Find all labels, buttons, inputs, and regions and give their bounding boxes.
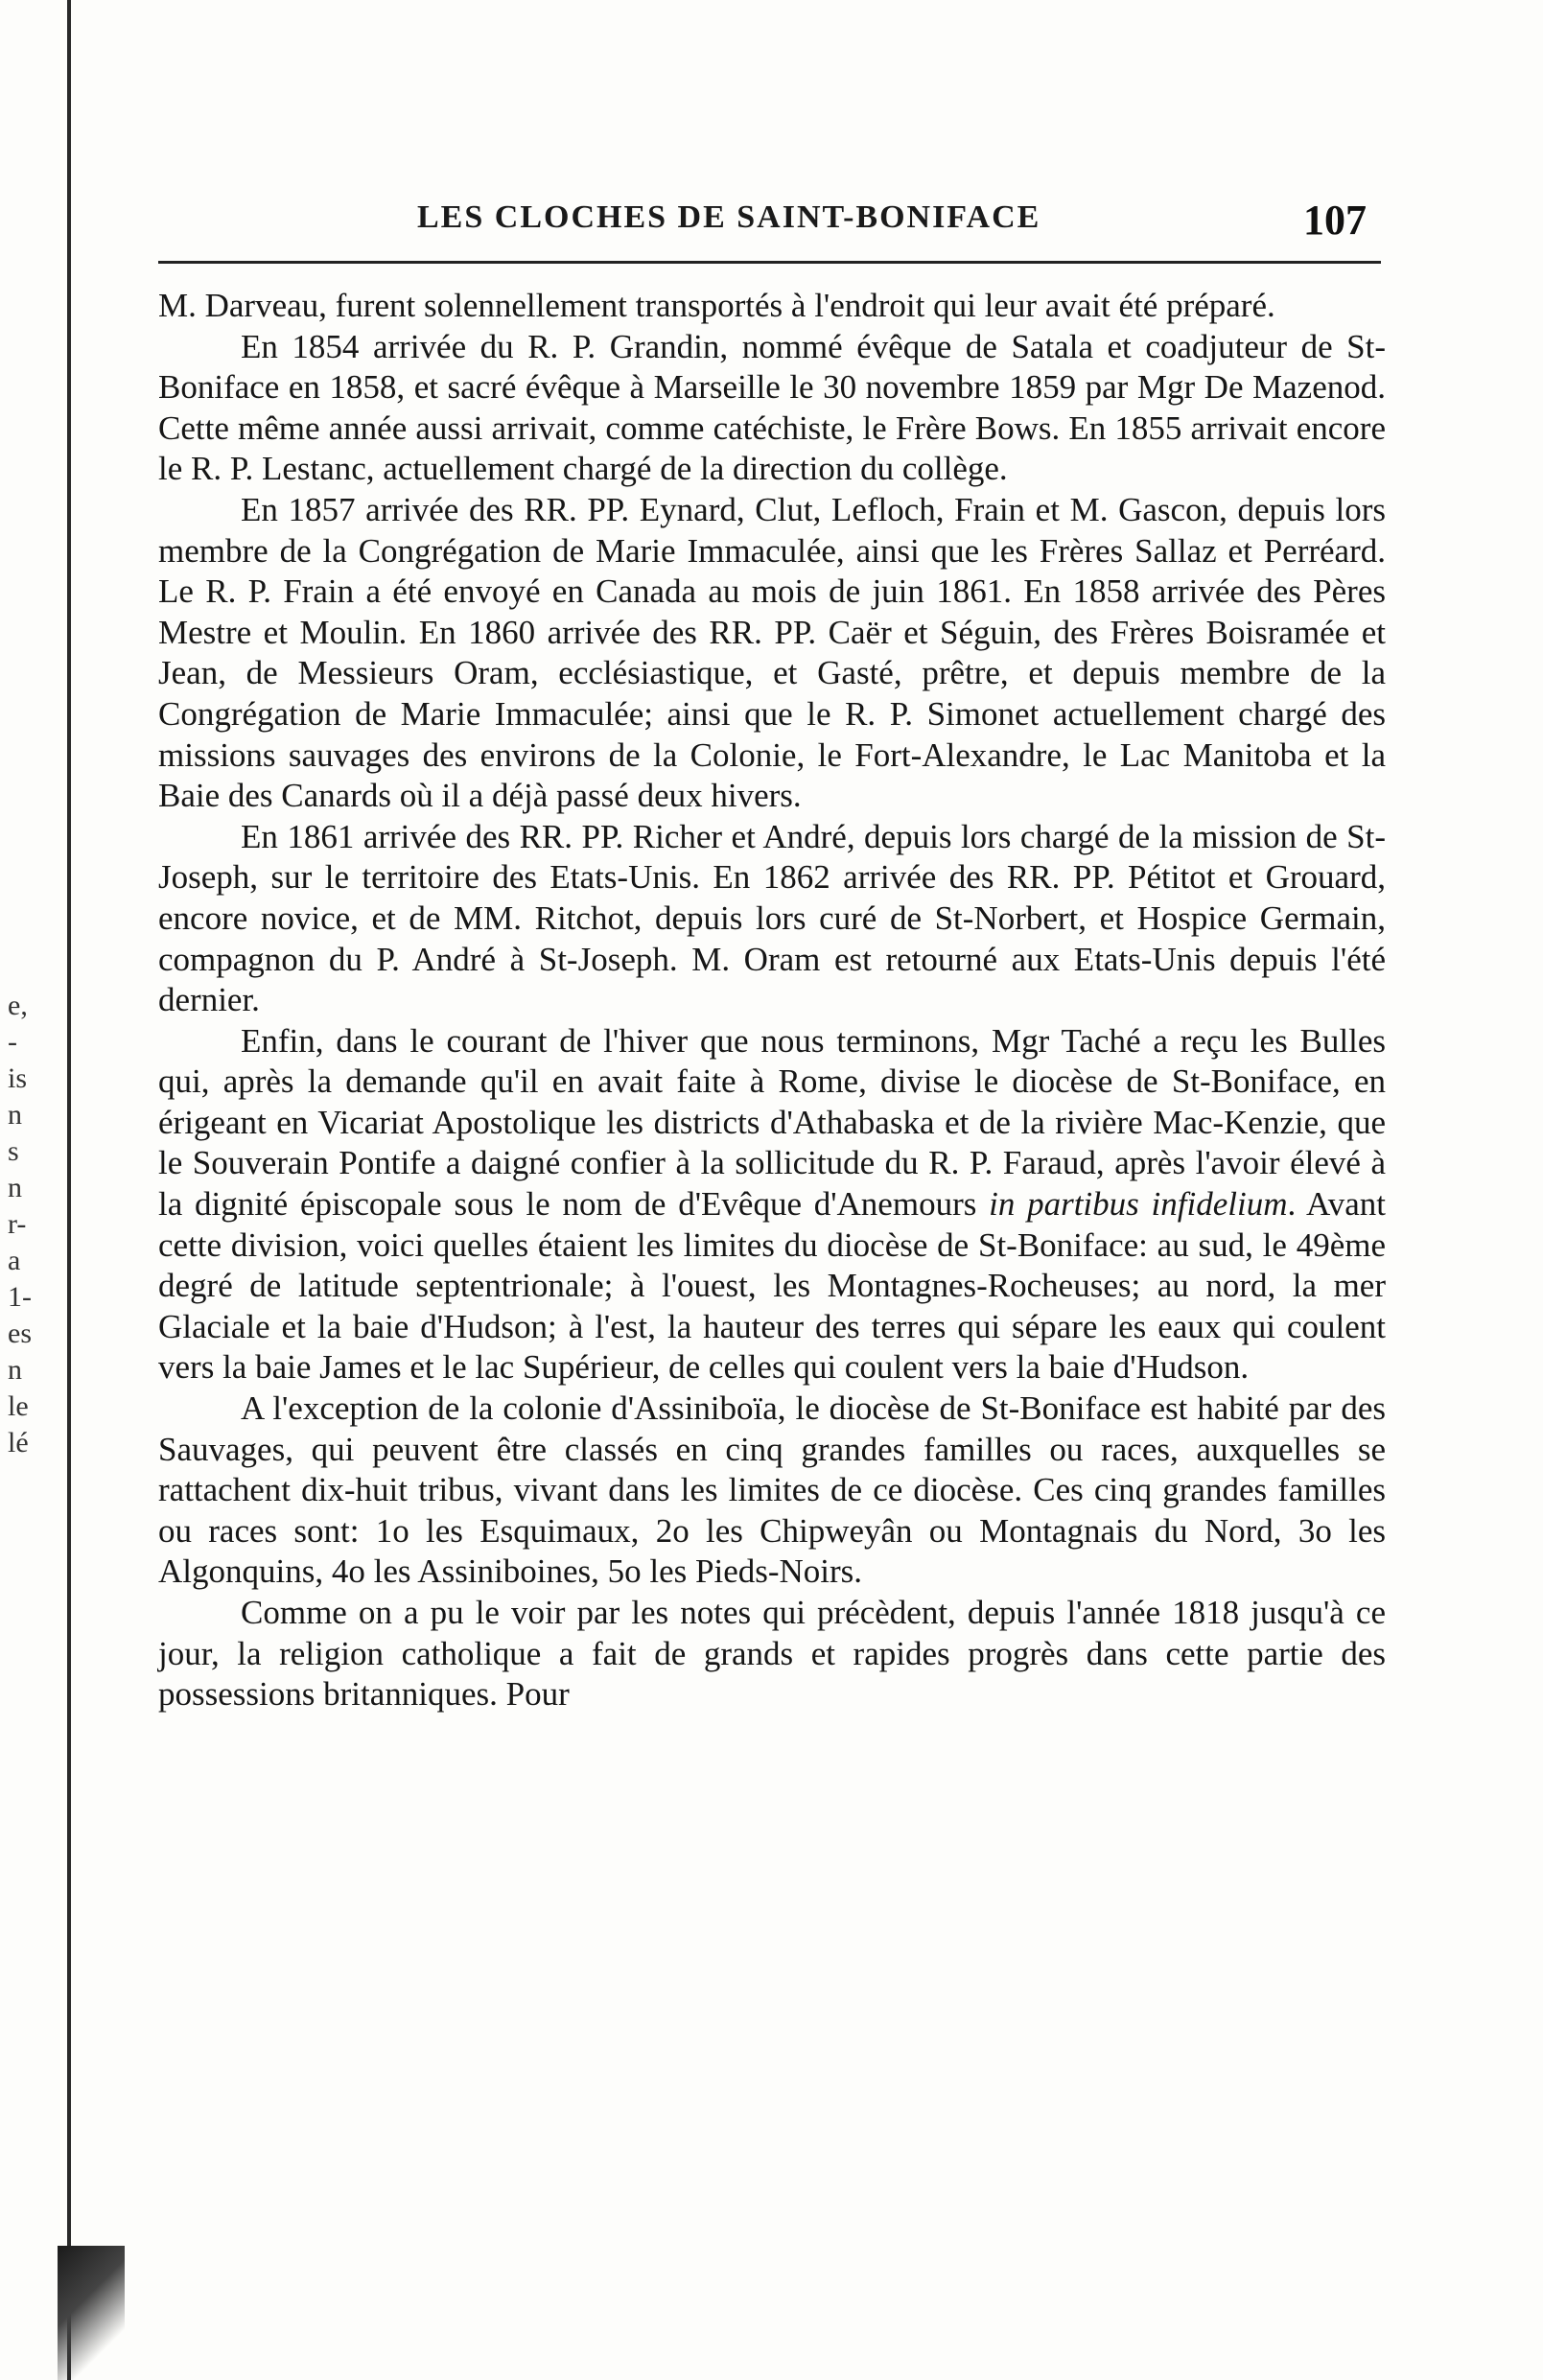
paragraph: En 1857 arrivée des RR. PP. Eynard, Clut, Lefloch, Frain et M. Gascon, depuis lors membre de la Congrégation de Marie Immaculée, ainsi que les Frères Sallaz et Perréard. Le R. P. Frain a été envoyé en Canada au mois de juin 1861. En 1858 arrivée des Pères Mestre et Moulin. En 1860 arrivée des RR. PP. Caër et Séguin, des Frères Boisramée et Jean, de Messieurs Oram, ecclésiastique, et Gasté, prêtre, et depuis membre de la Congrégation de Marie Immaculée; ainsi que le R. P. Simonet actuellement chargé des missions sauvages des environs de la Colonie, le Fort-Alexandre, le Lac Manitoba et la Baie des Canards où il a déjà passé deux hivers.	[158, 490, 1386, 815]
paragraph	[158, 1021, 1386, 1388]
page-corner-shadow	[58, 2246, 125, 2380]
bleed-fragment: s	[8, 1135, 19, 1167]
paragraph-text: . Avant cette division, voici quelles étaient les limites du diocèse de St-Boniface: au sud, le 49ème degré de latitude septentrionale; à l'ouest, les Montagnes-Rocheuses; au nord, la mer Glaciale et la baie d'Hudson; à l'est, la hauteur des terres qui sépare les eaux qui coulent vers la baie James et le lac Supérieur, de celles qui coulent vers la baie d'Hudson.	[158, 1185, 1386, 1387]
bleed-fragment: a	[8, 1245, 21, 1276]
bleed-fragment: lé	[8, 1427, 29, 1458]
header-rule	[158, 261, 1381, 264]
body-text	[158, 286, 1386, 1715]
bleed-fragment: e,	[8, 990, 28, 1021]
bleed-fragment: -	[8, 1026, 17, 1058]
bleed-fragment: n	[8, 1172, 22, 1203]
bleed-fragment: 1-	[8, 1281, 32, 1313]
paragraph-text: Enfin, dans le courant de l'hiver que nous terminons, Mgr Taché a reçu les Bulles qui, après la demande qu'il en avait faite à Rome, divise le diocèse de St-Boniface, en érigeant en Vicariat Apostolique les districts d'Athabaska et de la rivière Mac-Kenzie, que le Souverain Pontife a daigné confier à la sollicitude du R. P. Faraud, après l'avoir élevé à la dignité épiscopale sous le nom de d'Evêque d'Anemours	[158, 1021, 1386, 1224]
facing-page-bleed	[8, 988, 46, 1461]
paragraph: Comme on a pu le voir par les notes qui précèdent, depuis l'année 1818 jusqu'à ce jour, la religion catholique a fait de grands et rapides progrès dans cette partie des possessions britanniques. Pour	[158, 1594, 1386, 1714]
bleed-fragment: is	[8, 1062, 28, 1094]
bleed-fragment: le	[8, 1390, 29, 1422]
bleed-fragment: es	[8, 1318, 32, 1349]
bleed-fragment: n	[8, 1354, 22, 1386]
binding-edge	[67, 0, 71, 2380]
paragraph: M. Darveau, furent solennellement transportés à l'endroit qui leur avait été préparé.	[158, 287, 1275, 324]
paragraph: En 1861 arrivée des RR. PP. Richer et André, depuis lors chargé de la mission de St-Joseph, sur le territoire des Etats-Unis. En 1862 arrivée des RR. PP. Pétitot et Grouard, encore novice, et de MM. Ritchot, depuis lors curé de St-Norbert, et Hospice Germain, compagnon du P. André à St-Joseph. M. Oram est retourné aux Etats-Unis depuis l'été dernier.	[158, 817, 1386, 1019]
paragraph: En 1854 arrivée du R. P. Grandin, nommé évêque de Satala et coadjuteur de St-Boniface en 1858, et sacré évêque à Marseille le 30 novembre 1859 par Mgr De Mazenod. Cette même année aussi arrivait, comme catéchiste, le Frère Bows. En 1855 arrivait encore le R. P. Lestanc, actuellement chargé de la direction du collège.	[158, 327, 1386, 488]
italic-phrase: in partibus infidelium	[989, 1185, 1288, 1224]
paragraph: A l'exception de la colonie d'Assiniboïa, le diocèse de St-Boniface est habité par des Sauvages, qui peuvent être classés en cinq grandes familles ou races, auxquelles se rattachent dix-huit tribus, vivant dans les limites de ce diocèse. Ces cinq grandes familles ou races sont: 1o les Esquimaux, 2o les Chipweyân ou Montagnais du Nord, 3o les Algonquins, 4o les Assiniboines, 5o les Pieds-Noirs.	[158, 1389, 1386, 1591]
bleed-fragment: r-	[8, 1208, 27, 1240]
running-header	[158, 199, 1386, 253]
bleed-fragment: n	[8, 1099, 22, 1131]
running-title: LES CLOCHES DE SAINT-BONIFACE	[417, 199, 1041, 235]
page-number: 107	[1303, 197, 1367, 244]
